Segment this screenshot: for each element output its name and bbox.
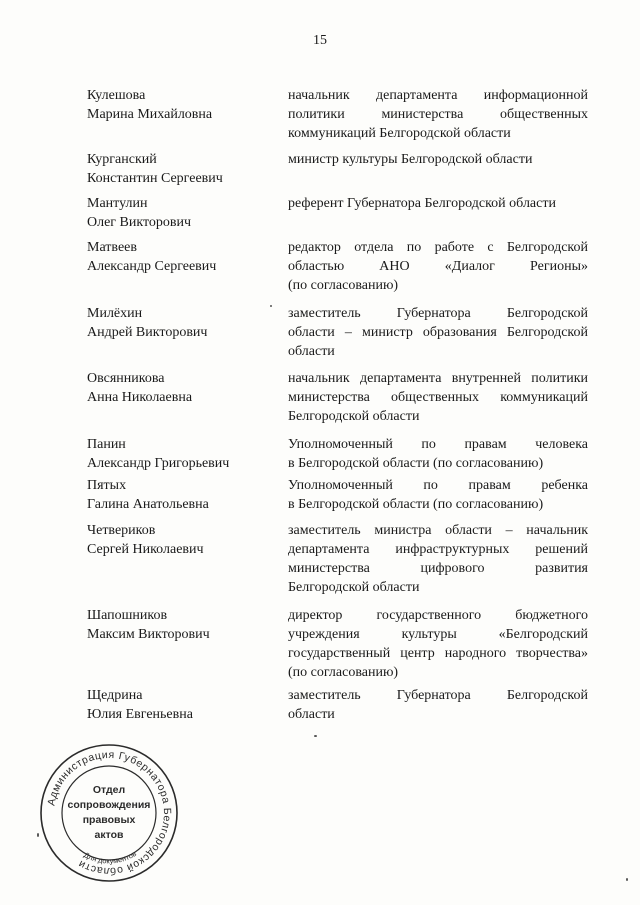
person-position [288, 86, 588, 143]
given-name: Галина Анатольевна [87, 497, 209, 512]
position-line: государственный центр народного творчества» [288, 646, 588, 661]
position-line: в Белгородской области (по согласованию) [288, 497, 544, 512]
person-name [87, 686, 267, 724]
surname: Курганский [87, 152, 157, 167]
person-position [288, 521, 588, 597]
stamp-center-line: правовых [82, 814, 136, 826]
person-position [288, 194, 588, 213]
position-line: Белгородской области [288, 409, 420, 424]
given-name: Константин Сергеевич [87, 171, 223, 186]
position-line: заместитель Губернатора Белгородской [288, 688, 588, 703]
stamp-seal [38, 742, 180, 884]
position-line: заместитель Губернатора Белгородской [288, 306, 588, 321]
person-name [87, 435, 267, 473]
stamp-center-line: актов [94, 829, 124, 841]
stamp-ring-text: Администрация Губернатора Белгородской области [45, 748, 174, 878]
position-line: министр культуры Белгородской области [288, 152, 533, 167]
person-position [288, 686, 588, 724]
person-position [288, 476, 588, 514]
surname: Кулешова [87, 88, 146, 103]
page-number: 15 [313, 33, 327, 48]
given-name: Максим Викторович [87, 627, 210, 642]
position-line: областью АНО «Диалог Регионы» [288, 259, 588, 274]
person-position [288, 304, 588, 361]
position-line: заместитель министра области – начальник [288, 523, 588, 538]
position-line: области – министр образования Белгородской [288, 325, 588, 340]
position-line: Уполномоченный по правам ребенка [288, 478, 588, 493]
person-position [288, 435, 588, 473]
surname: Матвеев [87, 240, 137, 255]
given-name: Олег Викторович [87, 215, 192, 230]
given-name: Александр Сергеевич [87, 259, 217, 274]
person-name [87, 194, 267, 232]
given-name: Марина Михайловна [87, 107, 213, 122]
position-line: Уполномоченный по правам человека [288, 437, 588, 452]
position-line: политики министерства общественных [288, 107, 588, 122]
surname: Шапошников [87, 608, 168, 623]
surname: Панин [87, 437, 126, 452]
stamp-inner-ring [62, 766, 156, 860]
given-name: Александр Григорьевич [87, 456, 230, 471]
given-name: Юлия Евгеньевна [87, 707, 193, 722]
stamp-center-line: сопровождения [67, 799, 151, 811]
person-name [87, 304, 267, 342]
position-line: учреждения культуры «Белгородский [288, 627, 588, 642]
given-name: Сергей Николаевич [87, 542, 204, 557]
position-line: области [288, 707, 335, 722]
stamp-center-line: Отдел [92, 784, 126, 796]
position-line: (по согласованию) [288, 278, 399, 293]
person-name [87, 86, 267, 124]
surname: Овсянникова [87, 371, 165, 386]
position-line: министерства общественных коммуникаций [288, 390, 588, 405]
person-name [87, 521, 267, 559]
person-position [288, 606, 588, 682]
position-line: департамента инфраструктурных решений [288, 542, 588, 557]
position-line: референт Губернатора Белгородской области [288, 196, 556, 211]
position-line: редактор отдела по работе с Белгородской [288, 240, 588, 255]
person-name [87, 476, 267, 514]
surname: Милёхин [87, 306, 143, 321]
position-line: в Белгородской области (по согласованию) [288, 456, 544, 471]
surname: Пятых [87, 478, 127, 493]
person-name [87, 150, 267, 188]
position-line: Белгородской области [288, 580, 420, 595]
position-line: начальник департамента внутренней политики [288, 371, 588, 386]
position-line: начальник департамента информационной [288, 88, 588, 103]
surname: Щедрина [87, 688, 143, 703]
position-line: директор государственного бюджетного [288, 608, 588, 623]
person-name [87, 238, 267, 276]
surname: Мантулин [87, 196, 148, 211]
surname: Четвериков [87, 523, 156, 538]
given-name: Андрей Викторович [87, 325, 208, 340]
given-name: Анна Николаевна [87, 390, 193, 405]
person-name [87, 606, 267, 644]
stamp-bottom-text: Для документов [82, 848, 138, 866]
position-line: министерства цифрового развития [288, 561, 588, 576]
person-position [288, 150, 588, 169]
person-position [288, 238, 588, 295]
person-name [87, 369, 267, 407]
position-line: (по согласованию) [288, 665, 399, 680]
person-position [288, 369, 588, 426]
position-line: коммуникаций Белгородской области [288, 126, 511, 141]
position-line: области [288, 344, 335, 359]
